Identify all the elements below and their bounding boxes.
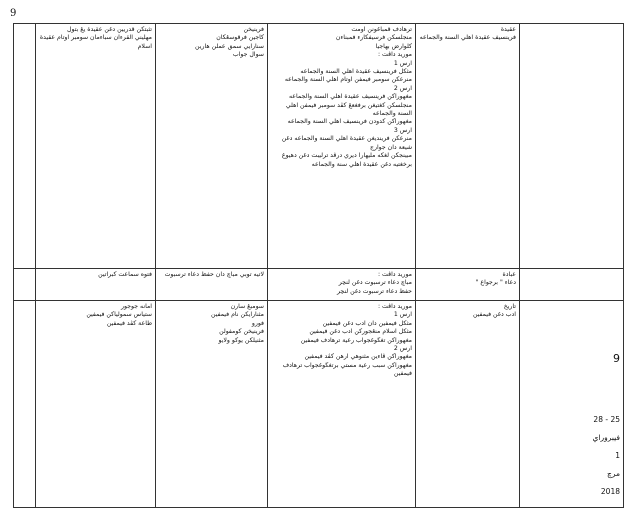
date-line: مرچ (607, 469, 620, 479)
activities-cell: سومبڠ سارن مثنارايكن نام فيمفين فورو فرينيخن كومفولن مثنيلكن يوكو ولايو (156, 301, 268, 508)
week-cell (520, 269, 624, 301)
content-cell: موريد داڤت : ارس 1 مثكل فيمفين دان ادب دغن فيمفين مثكل اسلام منڠجوركن ادب دغن فيمفين مغهوراكن تغڬوغجواب رعية ترهادف فيمفين ارس 2 مغهوراكن ڤاءين مثنوهي ارهن كڤد فيمفين مغهوراكن سبب رعية مستي برتغڬوغجواب ترهادف فيمفين (268, 301, 416, 508)
table-row (14, 269, 624, 301)
topic-cell: تاريخ ادب دغن فيمفين (416, 301, 520, 508)
values-cell: تثبتكن قدريين دغن عقيدة يڠ بتول مهليني القرءان سباءمان سومبر اوتام عقيدة اسلام (36, 24, 156, 269)
week-dates (523, 406, 620, 496)
date-line: فيبروراي (592, 433, 620, 443)
page-number: 9 (10, 8, 17, 19)
values-cell: امانه جوجور ستياس سمولياكن فيمفين طاعة كڤد فيمفين (36, 301, 156, 508)
empty-cell (14, 269, 36, 301)
empty-cell (14, 24, 36, 269)
date-line: 25 - 28 (593, 415, 620, 425)
week-cell (520, 24, 624, 269)
activities-cell: فرينيخن كاجين فرقوسڠكان سنارايي سمق عملن هارين سوال جواب (156, 24, 268, 269)
activities-cell: لاتيه توبي مباچ دان حفظ دعاء ترسبوت (156, 269, 268, 301)
table-row (14, 301, 624, 508)
table-row (14, 24, 624, 269)
date-line: 2018 (600, 487, 620, 497)
empty-cell (14, 301, 36, 508)
content-cell: ترهادف قمباغونن اومت منجلسكن فرسيفكارء فمبناءن كلوارض بهاجيا موريد داڤت : ارس 1 مثكل فرينسيف عقيدة اهلي السنة والجماعه منرعكن سومبر فيمفن اوتام اهلي السنة والجماعه ارس 2 مغهوراكن فرينسيف عقيدة اهلي السنة والجماعه منجلسكن كغتيغن برفغعڠ كڤد سومبر فيمفن اهلي السنة والجماعه مغهوراكن كدودن فرينسيف اهلي السنة والجماعه ارس 3 منرعكن فرينديغن عقيدة اهلي السنة والجماعه دغن شيعة دان جوارج مبينجكن لغكه مليهارا ديري درڤد ترليبت دغن دهيوغ برخغتيه دغن عقيدة اهلي سنة والجماعه (268, 24, 416, 269)
date-line: 1 (615, 451, 620, 461)
content-cell: موريد داڤت : مباچ دعاء ترسبوت دغن لنچر حفظ دعاء ترسبوت دغن لنچر (268, 269, 416, 301)
values-cell: فتوه سماعت كبراتين (36, 269, 156, 301)
week-cell (520, 301, 624, 508)
topic-cell: عقيدة فرينسيف عقيدة اهلي السنة والجماعه (416, 24, 520, 269)
topic-cell: عبادة دعاء " برجواع " (416, 269, 520, 301)
week-number: 9 (613, 352, 620, 366)
lesson-plan-table (13, 23, 624, 508)
